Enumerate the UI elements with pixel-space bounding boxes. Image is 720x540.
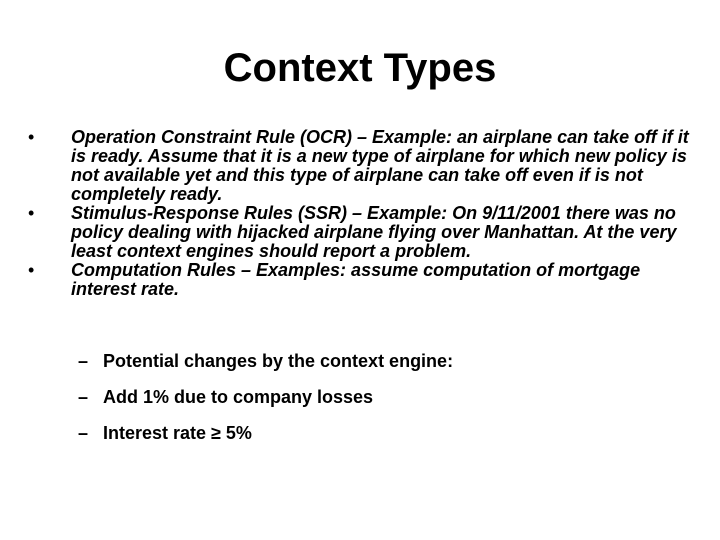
sub-item-interest-rate	[78, 422, 678, 444]
dash-marker: –	[78, 351, 89, 371]
slide-title: Context Types	[223, 46, 497, 90]
bullet-item-ocr	[28, 128, 700, 204]
sub-item-potential-changes	[78, 350, 678, 372]
bullet-marker: •	[28, 127, 35, 147]
bullet-text: Stimulus-Response Rules (SSR) – Example: On 9/11/2001 there was no policy dealing with hijacked airplane flying over Manhattan. At the very least context engines should report a problem.	[71, 203, 677, 261]
bullet-text: Computation Rules – Examples: assume computation of mortgage interest rate.	[71, 260, 641, 299]
sub-item-text: Interest rate ≥ 5%	[103, 423, 252, 443]
sub-item-text: Potential changes by the context engine:	[103, 351, 454, 371]
bullet-marker: •	[28, 203, 35, 223]
dash-marker: –	[78, 387, 89, 407]
dash-marker: –	[78, 423, 89, 443]
bullet-item-ssr	[28, 204, 700, 261]
bullet-text: Operation Constraint Rule (OCR) – Example: an airplane can take off if it is ready. Assume that it is a new type of airplane for which new policy is not available yet and this type of airplane can take off even if is not completely ready.	[71, 127, 689, 204]
sub-bullet-list	[78, 350, 678, 458]
bullet-marker: •	[28, 260, 35, 280]
sub-item-text: Add 1% due to company losses	[103, 387, 374, 407]
bullet-item-computation	[28, 261, 700, 299]
bullet-list	[28, 128, 700, 299]
sub-item-add-percent	[78, 386, 678, 408]
